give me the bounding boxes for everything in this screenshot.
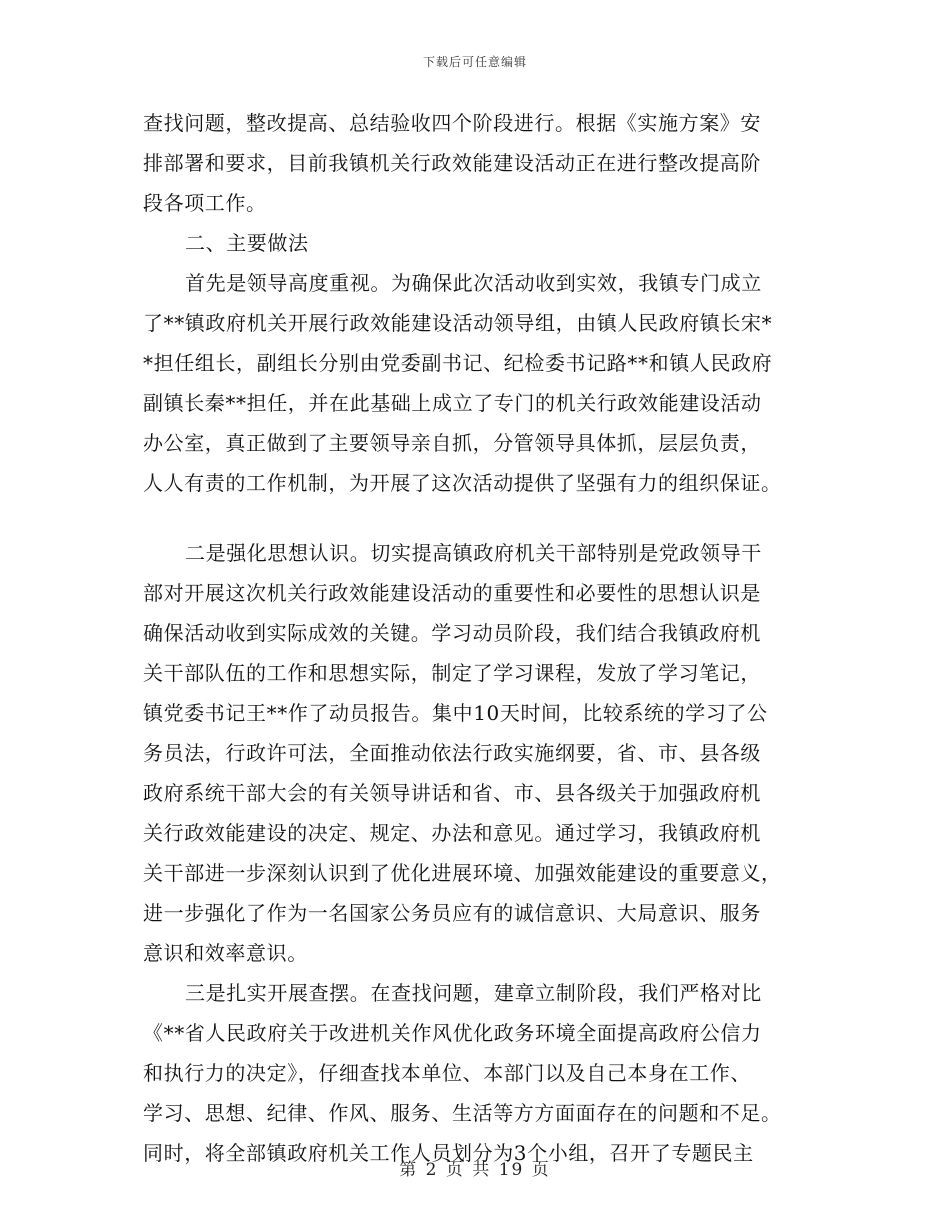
text-line: 部对开展这次机关行政效能建设活动的重要性和必要性的思想认识是 <box>143 581 761 605</box>
text-line: *担任组长，副组长分别由党委副书记、纪检委书记路**和镇人民政府 <box>143 351 773 375</box>
text-line: 关干部队伍的工作和思想实际，制定了学习课程，发放了学习笔记， <box>143 661 761 685</box>
text-line: 和执行力的决定》，仔细查找本单位、本部门以及自己本身在工作、 <box>143 1061 751 1085</box>
text-line: 首先是领导高度重视。为确保此次活动收到实效，我镇专门成立 <box>185 271 762 295</box>
text-line: 人人有责的工作机制，为开展了这次活动提供了坚强有力的组织保证。 <box>143 471 782 495</box>
page-number-footer: 第 2 页 共 19 页 <box>399 1160 551 1180</box>
text-line: 政府系统干部大会的有关领导讲话和省、市、县各级关于加强政府机 <box>143 781 761 805</box>
text-line: 二是强化思想认识。切实提高镇政府机关干部特别是党政领导干 <box>185 541 762 565</box>
section-heading: 二、主要做法 <box>185 231 309 255</box>
document-body <box>143 103 807 1173</box>
text-line: 确保活动收到实际成效的关键。学习动员阶段，我们结合我镇政府机 <box>143 621 761 645</box>
text-line: 学习、思想、纪律、作风、服务、生活等方方面面存在的问题和不足。 <box>143 1101 782 1125</box>
text-line: 三是扎实开展查摆。在查找问题，建章立制阶段，我们严格对比 <box>185 981 762 1005</box>
paragraph-gap <box>143 503 807 533</box>
text-line: 关行政效能建设的决定、规定、办法和意见。通过学习，我镇政府机 <box>143 821 761 845</box>
header-note: 下载后可任意编辑 <box>422 55 527 69</box>
text-line: 关干部进一步深刻认识到了优化进展环境、加强效能建设的重要意义， <box>143 861 782 885</box>
text-line: 排部署和要求，目前我镇机关行政效能建设活动正在进行整改提高阶 <box>143 151 761 175</box>
text-line: 同时，将全部镇政府机关工作人员划分为3个小组，召开了专题民主 <box>143 1141 754 1165</box>
text-line: 进一步强化了作为一名国家公务员应有的诚信意识、大局意识、服务 <box>143 901 761 925</box>
text-line: 意识和效率意识。 <box>143 941 308 965</box>
text-line: 办公室，真正做到了主要领导亲自抓，分管领导具体抓，层层负责， <box>143 431 761 455</box>
text-line: 查找问题，整改提高、总结验收四个阶段进行。根据《实施方案》安 <box>143 111 761 135</box>
text-line: 副镇长秦**担任，并在此基础上成立了专门的机关行政效能建设活动 <box>143 391 762 415</box>
text-line: 镇党委书记王**作了动员报告。集中10天时间，比较系统的学习了公 <box>143 701 768 725</box>
text-line: 《**省人民政府关于改进机关作风优化政务环境全面提高政府公信力 <box>143 1021 762 1045</box>
text-line: 务员法，行政许可法，全面推动依法行政实施纲要，省、市、县各级 <box>143 741 761 765</box>
text-line: 段各项工作。 <box>143 191 267 215</box>
text-line: 了**镇政府机关开展行政效能建设活动领导组，由镇人民政府镇长宋* <box>143 311 773 335</box>
